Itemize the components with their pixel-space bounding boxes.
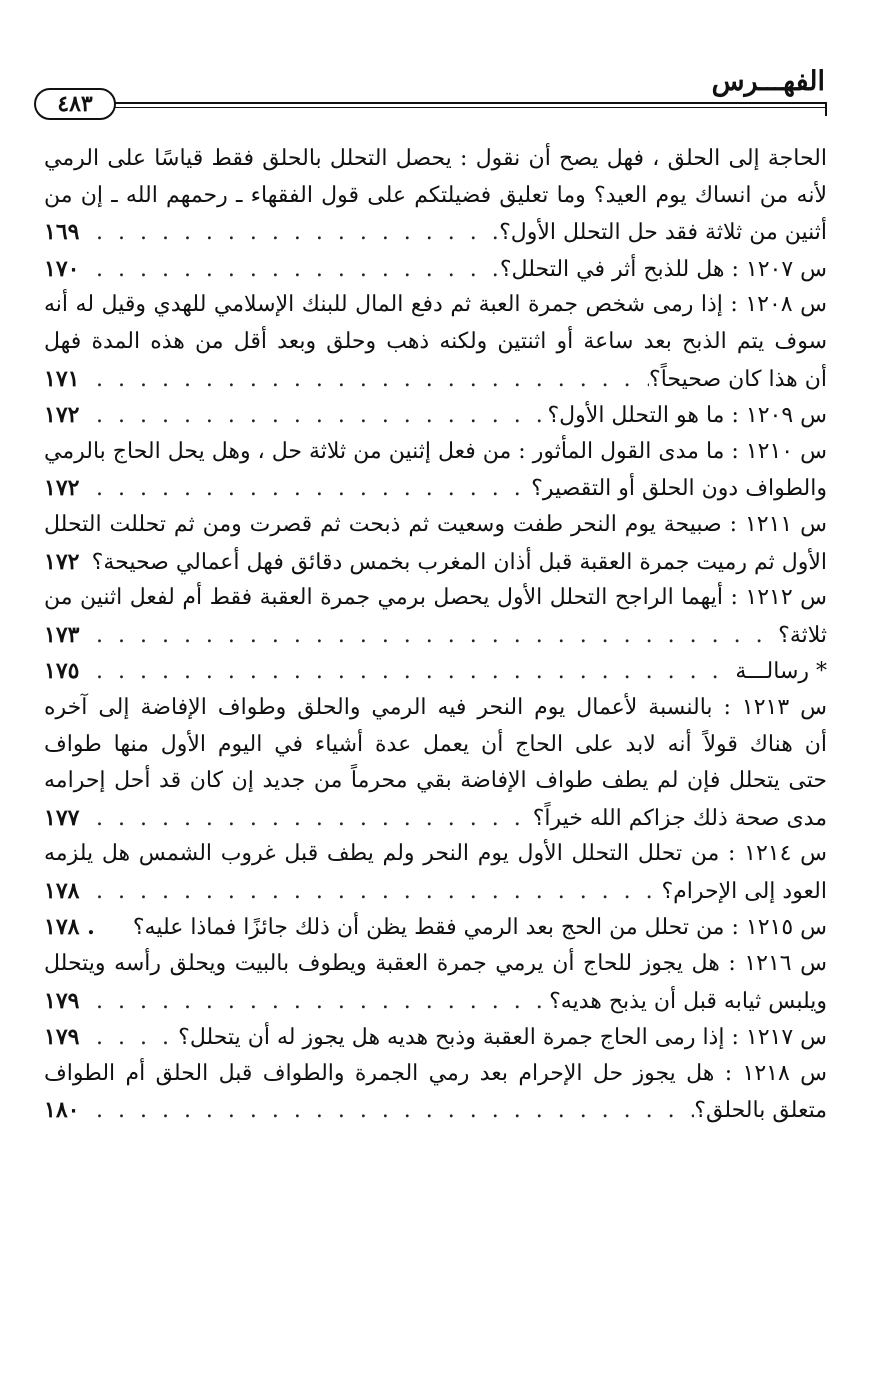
index-line-text: س ١٢٠٧ : هل للذبح أثر في التحلل؟ <box>499 256 827 282</box>
index-line <box>44 727 827 764</box>
header-rule-end <box>825 102 827 116</box>
index-line-text: سوف يتم الذبح بعد ساعة أو اثنتين ولكنه ذهب وحلق وبعد أقل من هذه المدة فهل <box>44 328 827 354</box>
index-line-text: * رسالـــة <box>735 659 827 685</box>
index-entry-line <box>44 1092 827 1129</box>
index-page-number: ١٧٩ <box>44 987 80 1014</box>
index-entry-line <box>44 983 827 1020</box>
index-body <box>44 141 827 1129</box>
index-line-text: أن هذا كان صحيحاً؟ <box>649 366 827 392</box>
index-line-text: الأول ثم رميت جمرة العقبة قبل أذان المغرب بخمس دقائق فهل أعمالي صحيحة؟ <box>91 549 827 575</box>
index-entry-line <box>44 800 827 837</box>
index-line <box>44 287 827 324</box>
index-page-number: ١٧٢ <box>44 475 80 502</box>
index-line <box>44 507 827 544</box>
dot-leader <box>88 984 549 1020</box>
header-rule <box>96 102 827 108</box>
dot-leader <box>88 618 778 654</box>
index-line-text: العود إلى الإحرام؟ <box>661 878 827 904</box>
index-line-text: لأنه من انساك يوم العيد؟ وما تعليق فضيلتكم على قول الفقهاء ـ رحمهم الله ـ إن من <box>44 182 827 208</box>
index-page-number: ١٧٠ <box>44 255 80 282</box>
index-page-number: ١٧١ <box>44 365 80 392</box>
index-entry-line <box>44 909 827 946</box>
index-entry-line <box>44 544 827 581</box>
running-header-title: الفهـــرس <box>711 66 825 97</box>
index-page-number: . ١٧٨ <box>44 914 95 941</box>
index-line-text: حتى يتحلل فإن لم يطف طواف الإفاضة بقي محرماً من جديد إن كان قد أحل إحرامه <box>44 768 827 794</box>
index-line <box>44 141 827 178</box>
dot-leader <box>88 1020 178 1056</box>
index-line-text: ثلاثة؟ <box>778 622 827 648</box>
index-line-text: س ١٢١١ : صبيحة يوم النحر طفت وسعيت ثم ذبحت ثم قصرت ومن ثم تحللت التحلل <box>44 511 827 537</box>
index-line-text: س ١٢١٣ : بالنسبة لأعمال يوم النحر فيه الرمي والحلق وطواف الإفاضة إلى آخره <box>44 694 827 720</box>
dot-leader <box>88 398 547 434</box>
index-page-number: ١٧٢ <box>44 402 80 429</box>
index-line-text: مدى صحة ذلك جزاكم الله خيراً؟ <box>532 805 827 831</box>
dot-leader <box>88 1093 694 1129</box>
index-line <box>44 434 827 471</box>
index-entry-line <box>44 397 827 434</box>
index-line-text: متعلق بالحلق؟ <box>694 1098 827 1124</box>
index-page-number: ١٧٥ <box>44 658 80 685</box>
index-entry-line <box>44 873 827 910</box>
index-entry-line <box>44 214 827 251</box>
index-page-number: ١٧٧ <box>44 804 80 831</box>
index-page-number: ١٧٩ <box>44 1024 80 1051</box>
index-entry-line <box>44 470 827 507</box>
index-entry-line <box>44 617 827 654</box>
index-page-number: ١٧٣ <box>44 621 80 648</box>
index-line-text: أثنين من ثلاثة فقد حل التحلل الأول؟ <box>499 220 827 246</box>
index-line <box>44 580 827 617</box>
index-entry-line <box>44 653 827 690</box>
index-line <box>44 1056 827 1093</box>
index-line-text: س ١٢٠٨ : إذا رمى شخص جمرة العبة ثم دفع المال للبنك الإسلامي للهدي وقيل له أنه <box>44 292 827 318</box>
index-entry-line <box>44 361 827 398</box>
dot-leader <box>88 874 661 910</box>
index-line-text: أن هناك قولاً أنه لابد على الحاج أن يعمل عدة أشياء في اليوم الأول منها طواف <box>44 731 827 757</box>
index-page-number: ١٦٩ <box>44 219 80 246</box>
index-line-text: س ١٢١٦ : هل يجوز للحاج أن يرمي جمرة العقبة ويطوف بالبيت ويحلق رأسه ويتحلل <box>44 951 827 977</box>
index-line <box>44 836 827 873</box>
index-line-text: س ١٢٠٩ : ما هو التحلل الأول؟ <box>547 403 827 429</box>
index-line-text: س ١٢١٧ : إذا رمى الحاج جمرة العقبة وذبح هديه هل يجوز له أن يتحلل؟ <box>178 1025 827 1051</box>
dot-leader <box>88 654 735 690</box>
index-line-text: والطواف دون الحلق أو التقصير؟ <box>531 476 827 502</box>
index-line-text: س ١٢١٢ : أيهما الراجح التحلل الأول يحصل برمي جمرة العقبة فقط أم لفعل اثنين من <box>44 585 827 611</box>
dot-leader <box>88 362 649 398</box>
index-line-text: س ١٢١٠ : ما مدى القول المأثور : من فعل إثنين من ثلاثة حل ، وهل يحل الحاج بالرمي <box>44 438 827 464</box>
index-line <box>44 946 827 983</box>
index-line <box>44 324 827 361</box>
index-page-number: ١٧٢ <box>44 548 80 575</box>
index-line-text: س ١٢١٤ : من تحلل التحلل الأول يوم النحر ولم يطف قبل غروب الشمس هل يلزمه <box>44 841 827 867</box>
index-entry-line <box>44 1019 827 1056</box>
index-line <box>44 178 827 215</box>
dot-leader <box>88 215 499 251</box>
index-line <box>44 763 827 800</box>
page-number-badge: ٤٨٣ <box>34 88 116 120</box>
index-page-number: ١٧٨ <box>44 877 80 904</box>
index-line <box>44 690 827 727</box>
dot-leader <box>88 252 500 288</box>
index-line-text: س ١٢١٨ : هل يجوز حل الإحرام بعد رمي الجمرة والطواف قبل الحلق أم الطواف <box>44 1060 827 1086</box>
index-line-text: ويلبس ثيابه قبل أن يذبح هديه؟ <box>549 988 827 1014</box>
index-entry-line <box>44 251 827 288</box>
index-line-text: س ١٢١٥ : من تحلل من الحج بعد الرمي فقط يظن أن ذلك جائزًا فماذا عليه؟ <box>132 915 827 941</box>
dot-leader <box>88 801 533 837</box>
index-page-number: ١٨٠ <box>44 1097 80 1124</box>
index-line-text: الحاجة إلى الحلق ، فهل يصح أن نقول : يحصل التحلل بالحلق فقط قياسًا على الرمي <box>44 146 827 171</box>
dot-leader <box>88 471 531 507</box>
